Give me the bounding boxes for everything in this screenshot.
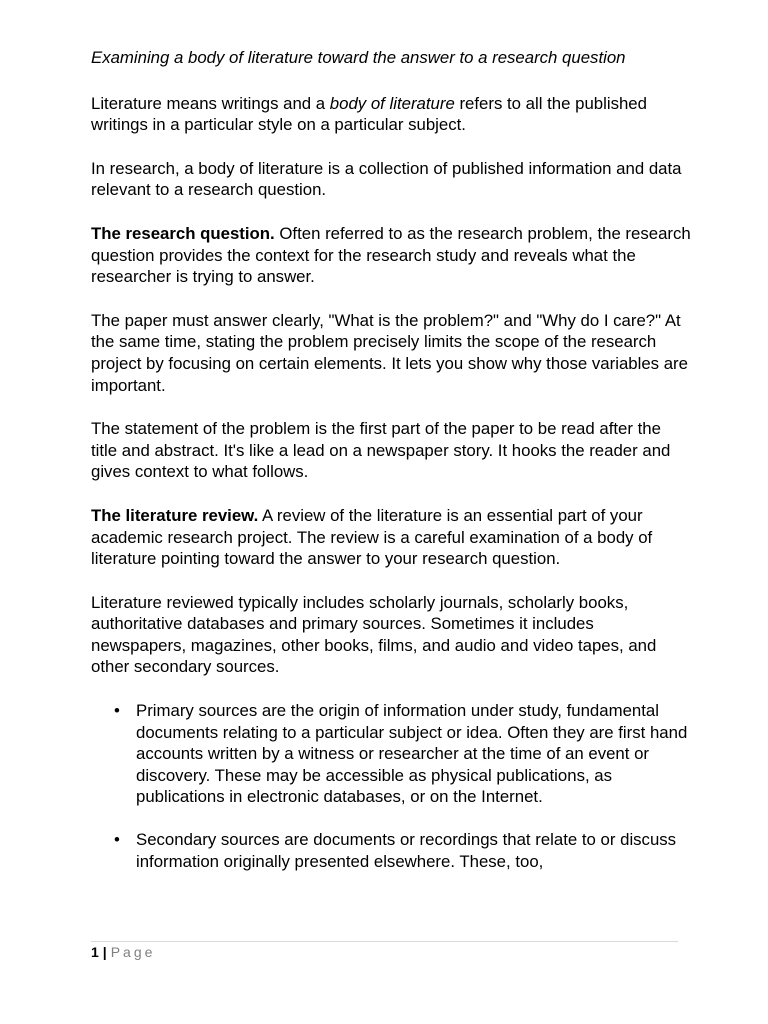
footer-separator: | (102, 944, 107, 960)
emphasis-term: body of literature (329, 93, 455, 113)
paragraph-body-of-literature: In research, a body of literature is a collection of published information and data relevant to a research question. (91, 158, 682, 200)
paragraph-text: Literature means writings and a (91, 93, 330, 113)
paragraph-literature-reviewed: Literature reviewed typically includes scholarly journals, scholarly books, authoritative databases and primary sources. Sometimes it includes newspapers, magazines, other books, films, and audio and video tapes, and other secondary sources. (91, 592, 657, 677)
list-item-text: Secondary sources are documents or recordings that relate to or discuss information originally presented elsewhere. These, too, (136, 830, 677, 871)
bullet-icon: • (114, 701, 120, 721)
paragraph-research-question (91, 223, 691, 288)
document-title: Examining a body of literature toward the answer to a research question (91, 48, 626, 67)
list-item-secondary-sources (91, 829, 691, 872)
bullet-icon: • (114, 830, 120, 850)
document-body (91, 47, 691, 893)
paragraph-statement-of-problem: The statement of the problem is the first part of the paper to be read after the title and abstract. It's like a lead on a newspaper story. It hooks the reader and gives context to what follows. (91, 419, 671, 482)
page-number: 1 (91, 944, 99, 960)
page-footer (91, 943, 155, 961)
list-item-text: Primary sources are the origin of information under study, fundamental documents relating to a particular subject or idea. Often they are first hand accounts written by a witness or researcher at the time of an event or discovery. These may be accessible as physical publications, as publications in electronic databases, or on the Internet. (136, 701, 688, 807)
paragraph-text: A review of the literature is an essential part of your academic research project. The review is a careful examination of a body of literature pointing toward the answer to your research question. (91, 505, 653, 569)
paragraph-problem: The paper must answer clearly, "What is the problem?" and "Why do I care?" At the same time, stating the problem precisely limits the scope of the research project by focusing on certain elements. It lets you show why those variables are important. (91, 310, 688, 395)
paragraph-literature-definition (91, 93, 691, 136)
section-heading-research-question: The research question. (91, 223, 275, 243)
page-label: Page (110, 944, 156, 960)
sources-list (91, 700, 691, 872)
section-heading-literature-review: The literature review. (91, 505, 259, 525)
footer-divider (91, 941, 678, 942)
paragraph-text: refers to all the published writings in a particular style on a particular subject. (91, 93, 647, 135)
paragraph-literature-review (91, 505, 691, 570)
list-item-primary-sources (91, 700, 691, 808)
paragraph-text: Often referred to as the research problem, the research question provides the context for the research study and reveals what the researcher is trying to answer. (91, 223, 691, 287)
